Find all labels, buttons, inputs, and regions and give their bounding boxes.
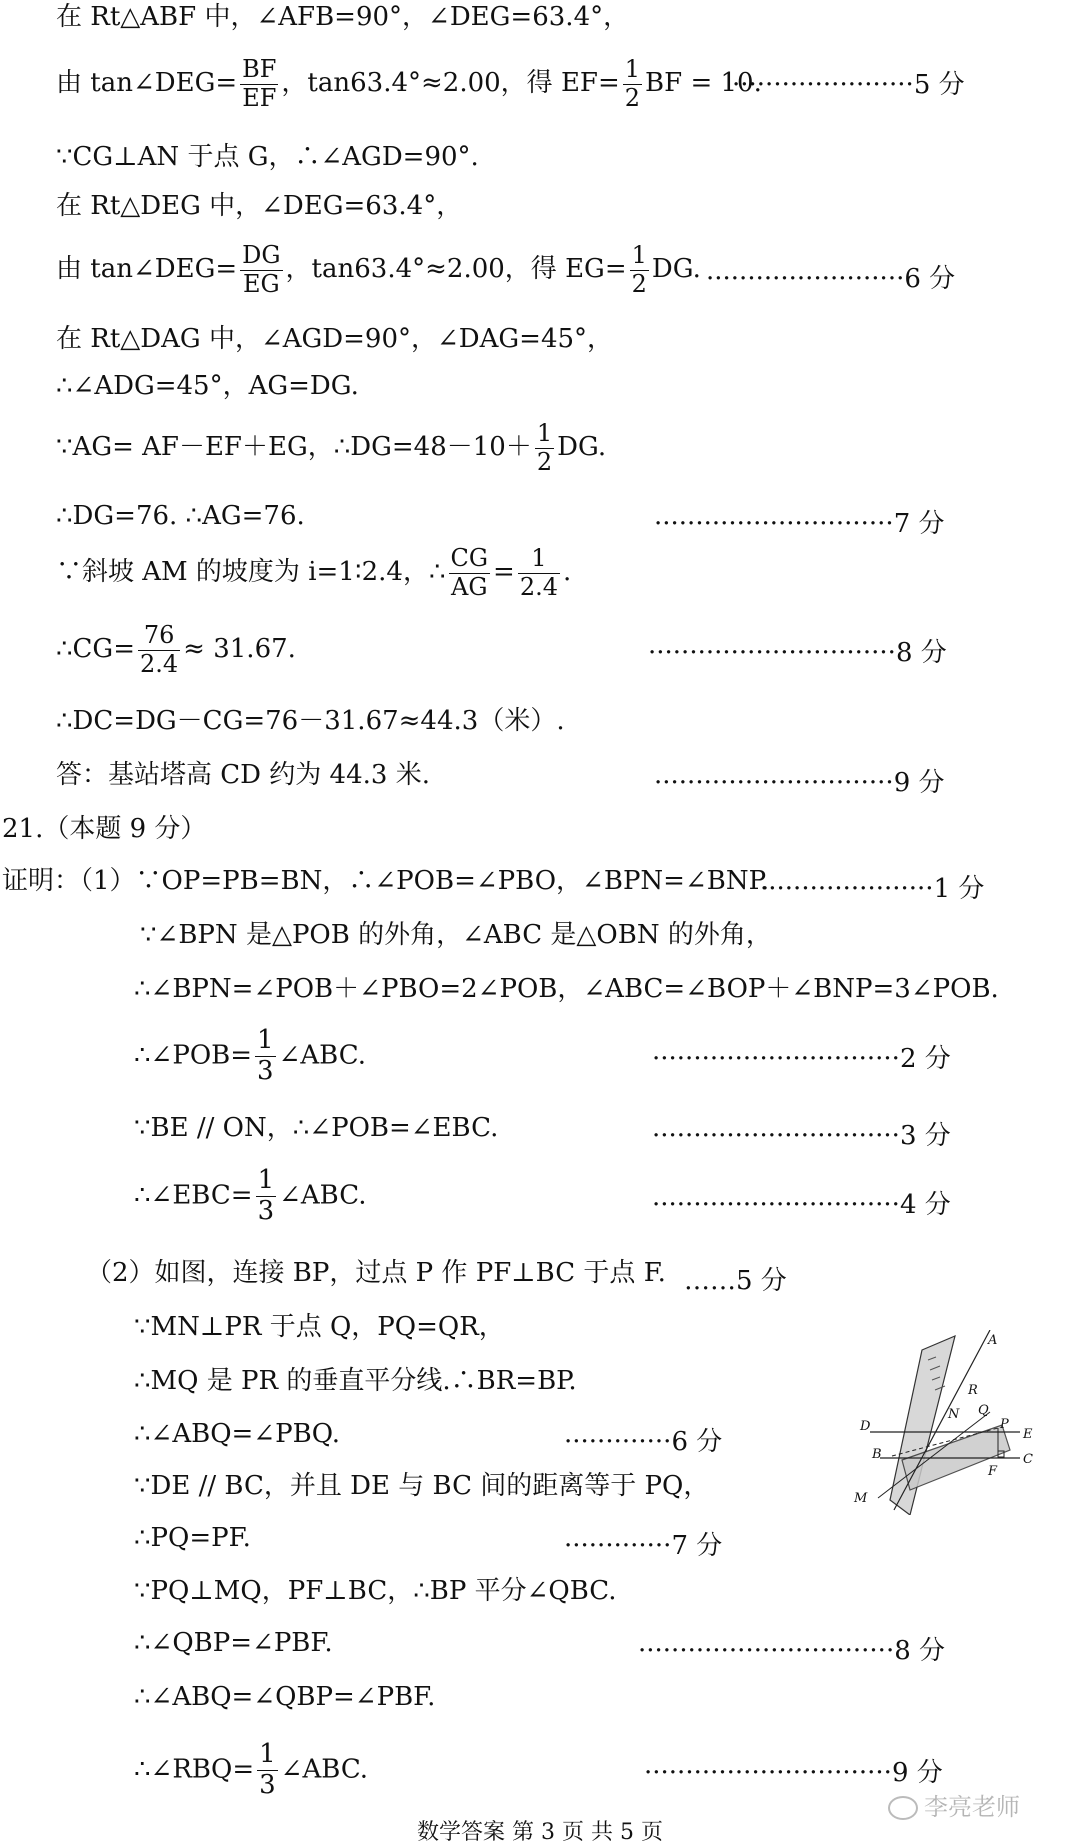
line-tan-deg-1: 由 tan∠DEG= $\frac{BF}{EF}$ ，tan63.4°≈2.00，得 EF= $\frac{1}{2}$ BF = 10.	[56, 55, 762, 112]
label-f: F	[988, 1464, 998, 1479]
fraction: $\frac{1}{2}$	[536, 419, 553, 476]
line-adg: ∴∠ADG=45°，AG=DG.	[56, 371, 359, 401]
score-7: ·····························7 分	[654, 509, 945, 539]
line-abq-qbp-pbf: ∴∠ABQ=∠QBP=∠PBF.	[134, 1682, 436, 1712]
label-r: R	[968, 1383, 978, 1398]
label-q: Q	[978, 1403, 989, 1418]
problem-21-heading: 21.（本题 9 分）	[2, 814, 207, 844]
label-n: N	[948, 1407, 960, 1422]
geometry-figure	[850, 1330, 1040, 1515]
line-dg-76: ∴DG=76. ∴AG=76.	[56, 501, 305, 531]
line-slope: ∵斜坡 AM 的坡度为 i=1∶2.4，∴ $\frac{CG}{AG}$ = $\frac{1}{2.4}$ .	[56, 544, 572, 601]
watermark: 李亮老师	[888, 1787, 1020, 1822]
score-3: ······························3 分	[652, 1121, 951, 1151]
line-exterior-angle: ∵∠BPN 是△POB 的外角，∠ABC 是△OBN 的外角，	[140, 920, 772, 950]
line-cg-value: ∴CG= $\frac{76}{2.4}$ ≈ 31.67.	[56, 621, 296, 678]
line-qbp: ∴∠QBP=∠PBF.	[134, 1628, 333, 1658]
score-5b: ……5 分	[684, 1266, 787, 1296]
fraction: $\frac{BF}{EF}$	[242, 55, 277, 112]
score-4: ······························4 分	[652, 1190, 951, 1220]
line-ag-eq: ∵AG= AF－EF＋EG，∴DG=48－10＋ $\frac{1}{2}$ DG.	[56, 419, 607, 476]
wechat-icon	[888, 1796, 918, 1820]
line-rt-dag: 在 Rt△DAG 中，∠AGD=90°，∠DAG=45°，	[56, 324, 614, 354]
label-a: A	[988, 1333, 998, 1348]
score-8b: ·······························8 分	[638, 1636, 946, 1666]
line-proof-1: 证明：（1）∵OP=PB=BN，∴∠POB=∠PBO，∠BPN=∠BNP.	[2, 866, 770, 896]
line-answer: 答：基站塔高 CD 约为 44.3 米.	[56, 760, 430, 790]
label-m: M	[854, 1491, 868, 1506]
score-1: ·····················1 分	[760, 874, 985, 904]
line-dc: ∴DC=DG－CG=76－31.67≈44.3（米）.	[56, 706, 565, 736]
fraction: $\frac{1}{2.4}$	[519, 544, 559, 601]
fraction: $\frac{1}{2}$	[624, 55, 641, 112]
line-abq: ∴∠ABQ=∠PBQ.	[134, 1419, 340, 1449]
score-5: ······················5 分	[732, 70, 965, 100]
score-7b: ·············7 分	[564, 1531, 723, 1561]
line-bpn-sum: ∴∠BPN=∠POB＋∠PBO=2∠POB，∠ABC=∠BOP＋∠BNP=3∠POB.	[134, 974, 999, 1004]
fraction: $\frac{1}{2}$	[631, 241, 647, 298]
fraction: $\frac{1}{3}$	[257, 1025, 274, 1086]
line-pob-third: ∴∠POB= $\frac{1}{3}$ ∠ABC.	[134, 1025, 366, 1086]
fraction: $\frac{1}{3}$	[259, 1739, 276, 1800]
fraction: $\frac{76}{2.4}$	[140, 621, 179, 678]
score-9b: ······························9 分	[644, 1758, 943, 1788]
line-tan-deg-2: 由 tan∠DEG= $\frac{DG}{EG}$ ，tan63.4°≈2.00，得 EG= $\frac{1}{2}$ DG.	[56, 241, 701, 298]
line-mn-perp: ∵MN⊥PR 于点 Q，PQ=QR，	[134, 1312, 505, 1342]
score-2: ······························2 分	[652, 1044, 951, 1074]
label-e: E	[1023, 1427, 1033, 1442]
line-bp-bisects: ∵PQ⊥MQ，PF⊥BC，∴BP 平分∠QBC.	[134, 1576, 617, 1606]
line-ebc-third: ∴∠EBC= $\frac{1}{3}$ ∠ABC.	[134, 1165, 367, 1226]
line-rt-deg: 在 Rt△DEG 中，∠DEG=63.4°，	[56, 191, 463, 221]
line-rbq-third: ∴∠RBQ= $\frac{1}{3}$ ∠ABC.	[134, 1739, 369, 1800]
score-9: ·····························9 分	[654, 768, 945, 798]
ruler-strip	[890, 1336, 955, 1515]
fraction: $\frac{CG}{AG}$	[450, 544, 489, 601]
label-c: C	[1023, 1452, 1033, 1467]
page-footer: 数学答案 第 3 页 共 5 页	[417, 1820, 663, 1845]
line-cg-perp: ∵CG⊥AN 于点 G，∴∠AGD=90°.	[56, 142, 479, 172]
score-6b: ·············6 分	[564, 1427, 723, 1457]
score-8: ······························8 分	[648, 638, 947, 668]
line-part2: （2）如图，连接 BP，过点 P 作 PF⊥BC 于点 F.	[86, 1258, 666, 1288]
label-d: D	[860, 1419, 871, 1434]
fraction: $\frac{DG}{EG}$	[242, 241, 281, 298]
line-be-parallel: ∵BE // ON，∴∠POB=∠EBC.	[134, 1113, 499, 1143]
line-mq-bisector: ∴MQ 是 PR 的垂直平分线.∴BR=BP.	[134, 1366, 577, 1396]
line-pq-pf: ∴PQ=PF.	[134, 1523, 251, 1553]
line-de-parallel: ∵DE // BC，并且 DE 与 BC 间的距离等于 PQ，	[134, 1471, 710, 1501]
line-rt-abf: 在 Rt△ABF 中，∠AFB=90°，∠DEG=63.4°，	[56, 2, 630, 32]
score-6: ························6 分	[706, 264, 956, 294]
fraction: $\frac{1}{3}$	[257, 1165, 275, 1226]
label-b: B	[872, 1447, 882, 1462]
label-p: P	[1000, 1417, 1009, 1432]
